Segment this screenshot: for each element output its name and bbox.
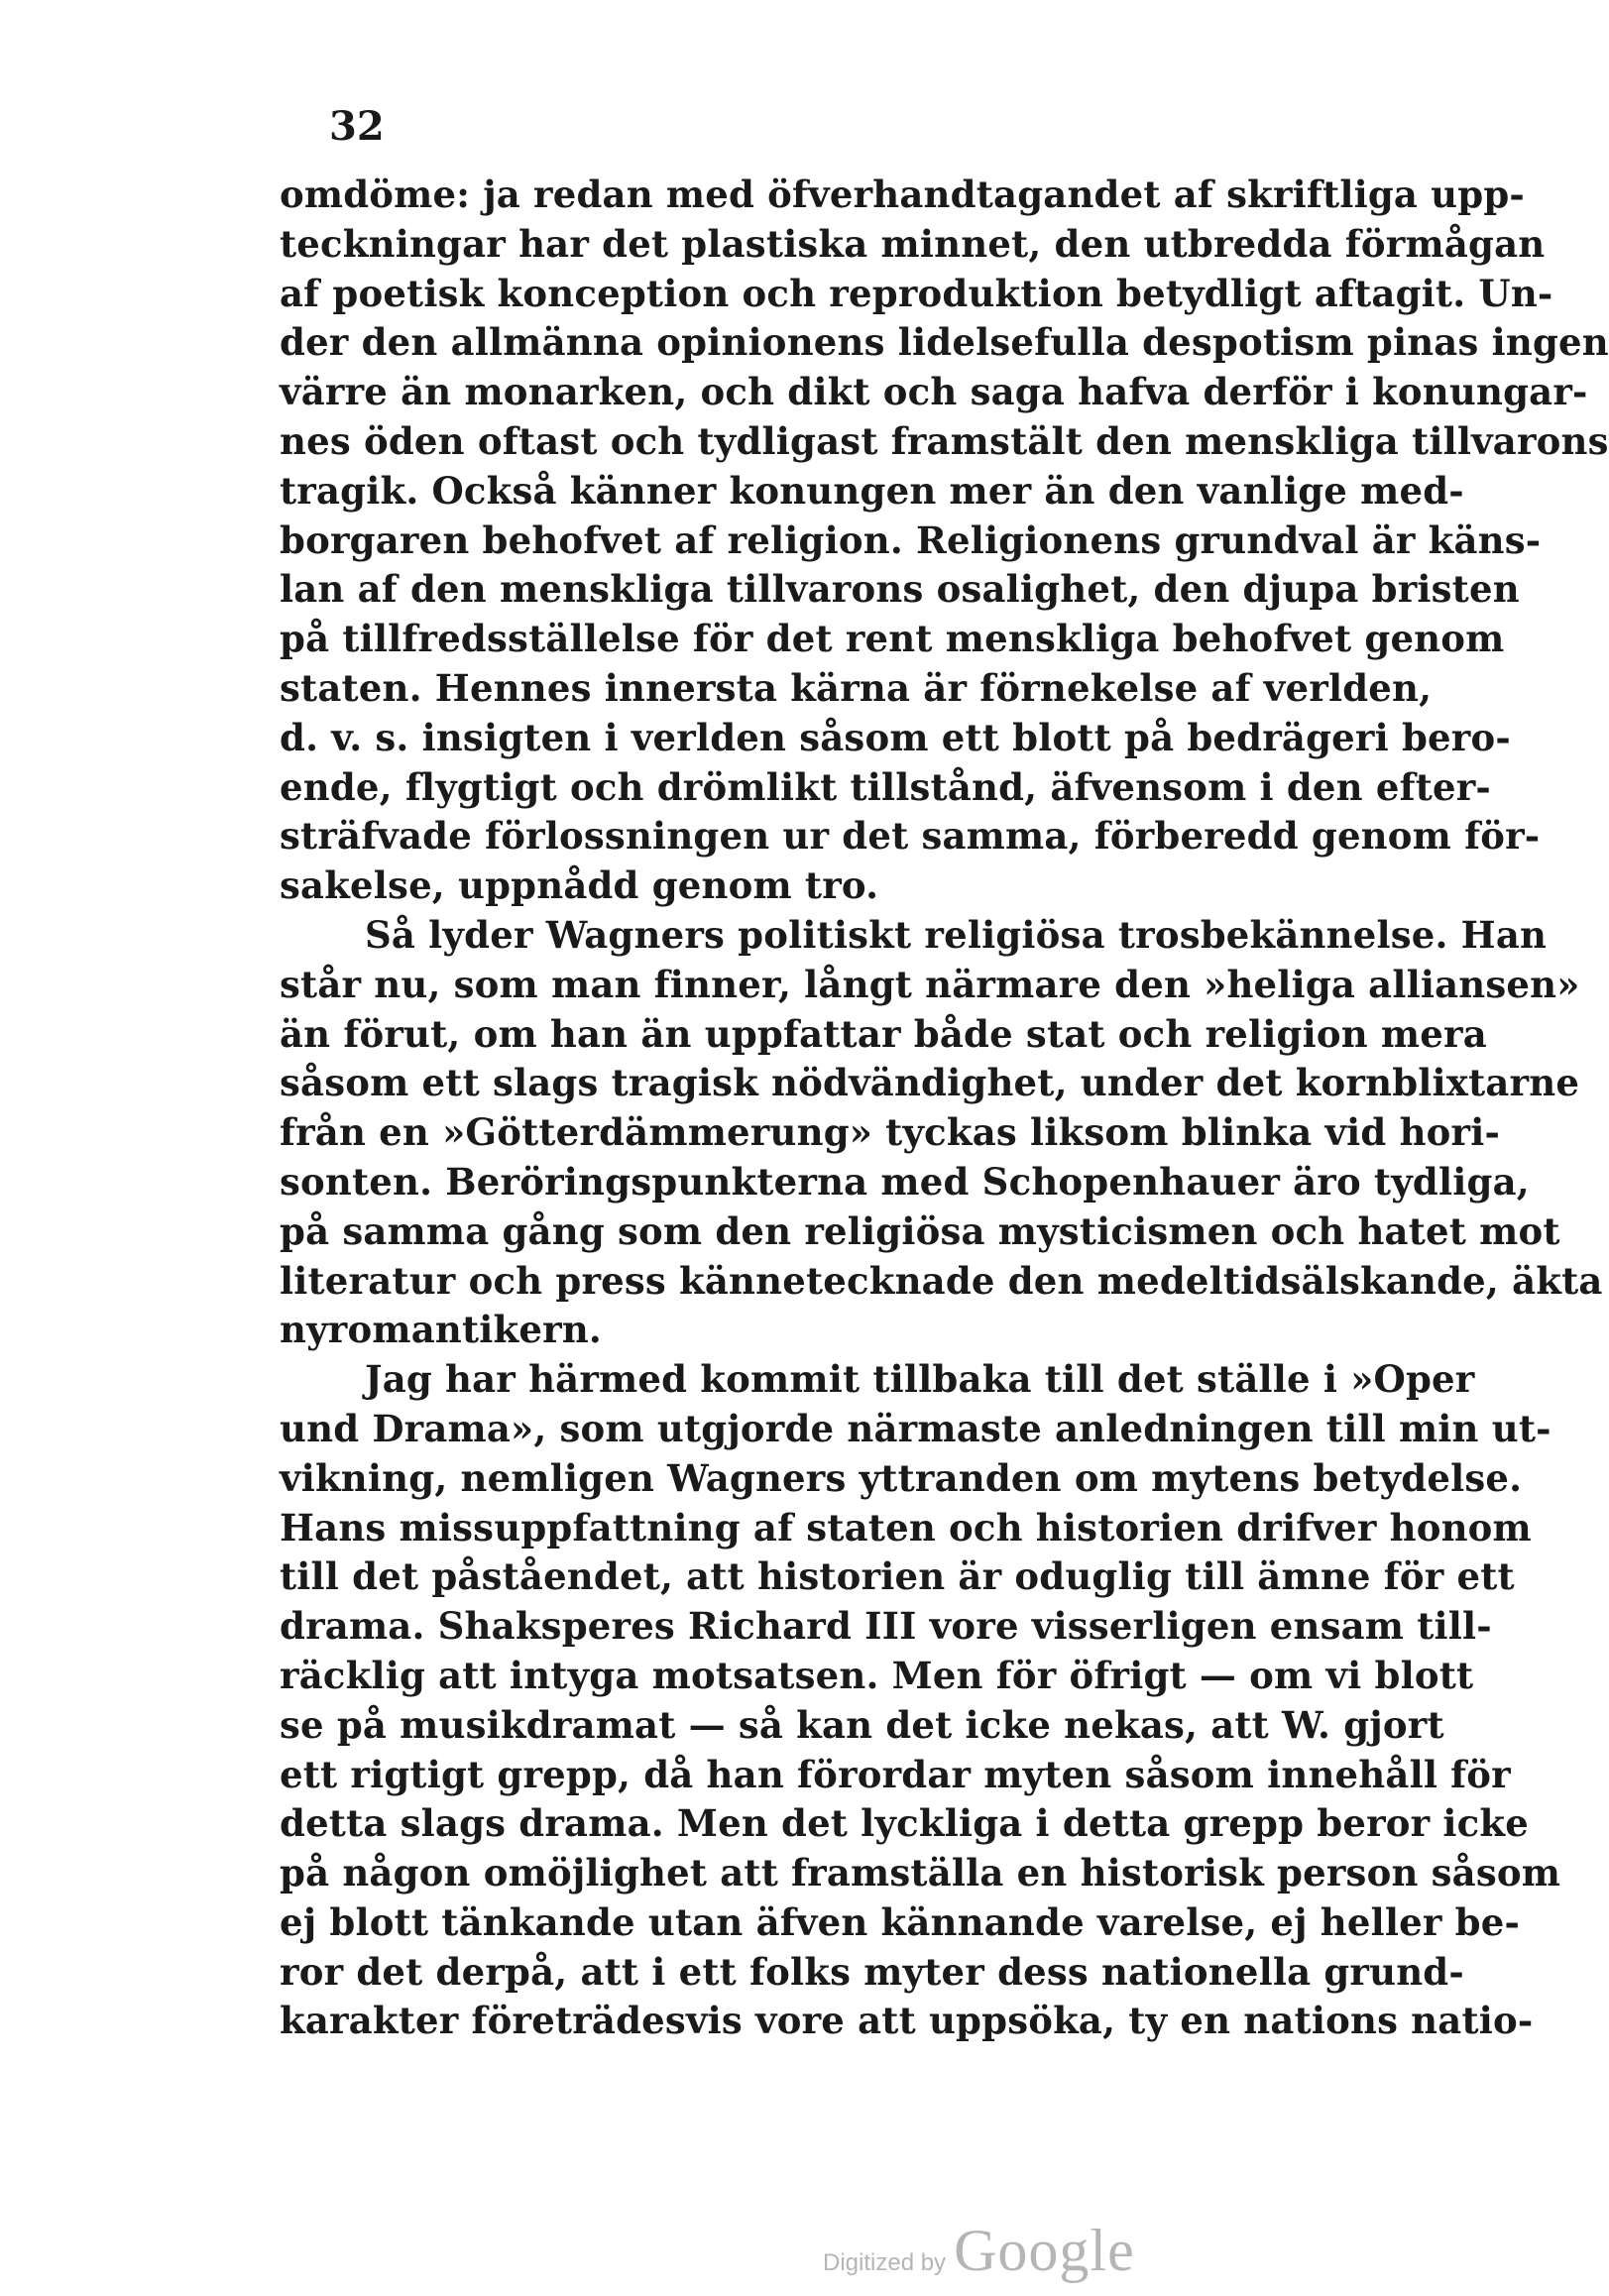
text-line: lan af den menskliga tillvarons osalighet, den djupa bristen [280, 567, 1520, 612]
text-line: såsom ett slags tragisk nödvändighet, under det kornblixtarne [280, 1061, 1580, 1105]
digitized-watermark [823, 2217, 1135, 2285]
text-line: från en »Götterdämmerung» tyckas liksom blinka vid hori- [280, 1110, 1501, 1155]
body-text [280, 171, 1609, 2046]
text-line: på någon omöjlighet att framställa en historisk person såsom [280, 1851, 1561, 1895]
text-line: der den allmänna opinionens lidelsefulla despotism pinas ingen [280, 320, 1609, 365]
text-line: ej blott tänkande utan äfven kännande varelse, ej heller be- [280, 1899, 1521, 1944]
text-line: på samma gång som den religiösa mysticismen och hatet mot [280, 1208, 1560, 1253]
text-line: Jag har härmed kommit tillbaka till det ställe i »Oper [365, 1357, 1475, 1402]
text-line: sträfvade förlossningen ur det samma, förberedd genom för- [280, 814, 1541, 859]
text-line: drama. Shaksperes Richard III vore visserligen ensam till- [280, 1604, 1492, 1649]
text-line: Så lyder Wagners politiskt religiösa trosbekännelse. Han [365, 912, 1548, 957]
text-line: räcklig att intyga motsatsen. Men för öfrigt — om vi blott [280, 1653, 1474, 1697]
page-number: 32 [329, 103, 385, 150]
text-line: omdöme: ja redan med öfverhandtagandet af skriftliga upp- [280, 172, 1525, 216]
google-logo: Google [954, 2218, 1135, 2283]
text-line: af poetisk konception och reproduktion betydligt aftagit. Un- [280, 271, 1553, 315]
text-line: vikning, nemligen Wagners yttranden om mytens betydelse. [280, 1455, 1523, 1500]
text-line: ror det derpå, att i ett folks myter dess nationella grund- [280, 1949, 1464, 1994]
text-line: på tillfredsställelse för det rent menskliga behofvet genom [280, 617, 1505, 661]
text-line: literatur och press kännetecknade den medeltidsälskande, äkta [280, 1258, 1603, 1303]
text-line: ett rigtigt grepp, då han förordar myten såsom innehåll för [280, 1752, 1511, 1796]
text-line: detta slags drama. Men det lyckliga i detta grepp beror icke [280, 1801, 1529, 1846]
text-line: värre än monarken, och dikt och saga hafva derför i konungar- [280, 370, 1588, 414]
text-line: sakelse, uppnådd genom tro. [280, 863, 879, 908]
text-line: se på musikdramat — så kan det icke nekas, att W. gjort [280, 1702, 1444, 1747]
text-line: borgaren behofvet af religion. Religionens grundval är käns- [280, 517, 1542, 562]
text-line: sonten. Beröringspunkterna med Schopenhauer äro tydliga, [280, 1159, 1530, 1204]
text-line: nes öden oftast och tydligast framstält den menskliga tillvarons [280, 418, 1609, 463]
text-line: ende, flygtigt och drömlikt tillstånd, äfvensom i den efter- [280, 764, 1491, 809]
digitized-by-label: Digitized by [823, 2249, 947, 2276]
text-line: staten. Hennes innersta kärna är förnekelse af verlden, [280, 665, 1433, 710]
text-line: står nu, som man finner, långt närmare den »heliga alliansen» [280, 962, 1580, 1006]
text-line: d. v. s. insigten i verlden såsom ett blott på bedrägeri bero- [280, 715, 1511, 759]
text-line: karakter företrädesvis vore att uppsöka, ty en nations natio- [280, 1999, 1534, 2043]
text-line: till det påståendet, att historien är oduglig till ämne för ett [280, 1554, 1515, 1599]
text-line: Hans missuppfattning af staten och historien drifver honom [280, 1505, 1532, 1550]
text-line: teckningar har det plastiska minnet, den utbredda förmågan [280, 221, 1546, 266]
text-line: tragik. Också känner konungen mer än den vanlige med- [280, 468, 1464, 513]
text-line: än förut, om han än uppfattar både stat och religion mera [280, 1011, 1487, 1056]
text-line: und Drama», som utgjorde närmaste anledningen till min ut- [280, 1406, 1552, 1450]
text-line: nyromantikern. [280, 1308, 602, 1352]
